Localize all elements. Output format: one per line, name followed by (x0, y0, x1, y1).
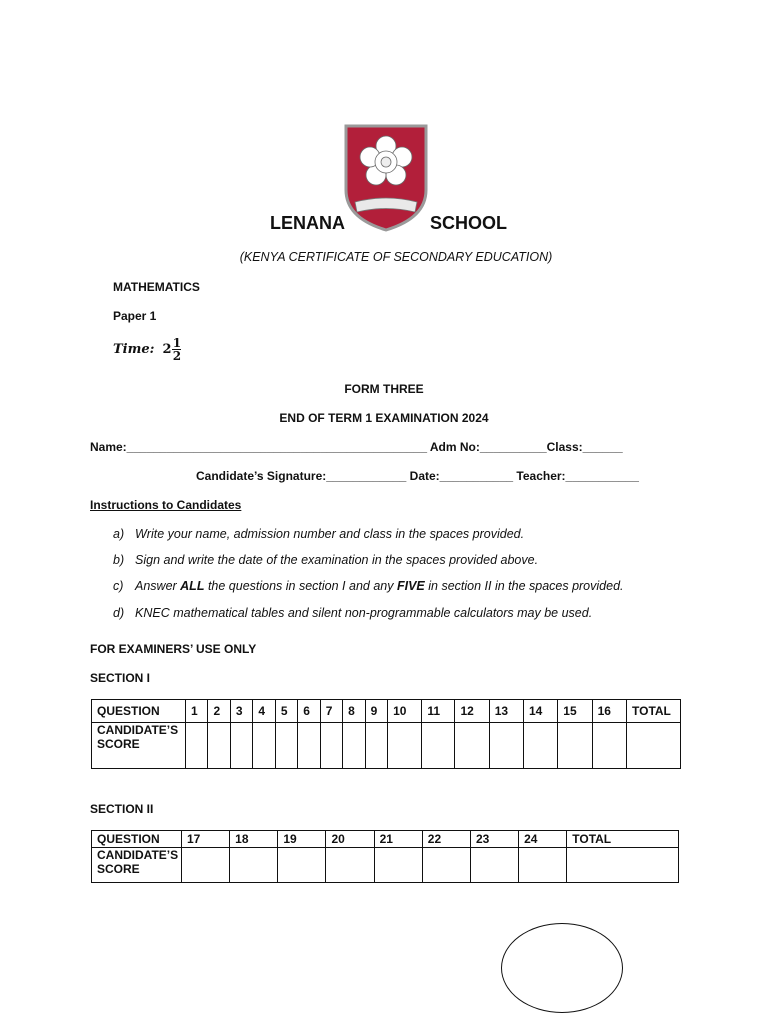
score-cell[interactable] (592, 723, 626, 769)
question-number: 10 (388, 700, 422, 723)
score-cell[interactable] (455, 723, 489, 769)
exam-title: END OF TERM 1 EXAMINATION 2024 (279, 411, 489, 425)
question-number: 15 (558, 700, 592, 723)
examiners-use-heading: FOR EXAMINERS’ USE ONLY (90, 642, 257, 656)
score-cell[interactable] (422, 848, 470, 883)
question-number: 22 (422, 831, 470, 848)
question-number: 21 (374, 831, 422, 848)
question-number: 17 (182, 831, 230, 848)
score-cell[interactable] (374, 848, 422, 883)
form-level: FORM THREE (344, 382, 424, 396)
time-denominator: 2 (172, 349, 182, 363)
section-1-title: SECTION I (90, 671, 151, 685)
question-number: 8 (343, 700, 365, 723)
instruction-item: d) KNEC mathematical tables and silent non-programmable calculators may be used. (113, 606, 593, 620)
score-cell[interactable] (275, 723, 297, 769)
total-score-cell[interactable] (627, 723, 681, 769)
signature-date-teacher-fields[interactable]: Candidate’s Signature:____________ Date:___________ Teacher:___________ (196, 469, 639, 483)
exam-body-subtitle: (KENYA CERTIFICATE OF SECONDARY EDUCATION) (239, 250, 553, 264)
score-cell[interactable] (489, 723, 523, 769)
question-number: 24 (519, 831, 567, 848)
school-crest (343, 124, 429, 232)
score-cell[interactable] (519, 848, 567, 883)
score-cell[interactable] (388, 723, 422, 769)
total-score-cell[interactable] (567, 848, 679, 883)
question-number: 3 (230, 700, 252, 723)
score-cell[interactable] (208, 723, 230, 769)
section-1-score-table (91, 699, 681, 769)
score-cell[interactable] (278, 848, 326, 883)
name-adm-class-fields[interactable]: Name:_____________________________________________ Adm No:__________Class:______ (90, 440, 623, 454)
question-header: QUESTION (92, 831, 182, 848)
score-row-label: CANDIDATE’S SCORE (92, 848, 182, 883)
instruction-item: c) Answer ALL the questions in section I and any FIVE in section II in the spaces provided. (113, 579, 624, 593)
paper-number: Paper 1 (113, 309, 157, 323)
score-cell[interactable] (298, 723, 320, 769)
instructions-heading: Instructions to Candidates (90, 498, 242, 512)
score-cell[interactable] (524, 723, 558, 769)
question-number: 14 (524, 700, 558, 723)
question-number: 9 (365, 700, 387, 723)
question-number: 20 (326, 831, 374, 848)
score-cell[interactable] (343, 723, 365, 769)
question-number: 4 (253, 700, 275, 723)
school-name-left: LENANA (270, 213, 345, 233)
total-header: TOTAL (567, 831, 679, 848)
question-number: 16 (592, 700, 626, 723)
section-2-title: SECTION II (90, 802, 154, 816)
score-cell[interactable] (365, 723, 387, 769)
total-header: TOTAL (627, 700, 681, 723)
time-whole: 2 (162, 342, 172, 357)
question-number: 7 (320, 700, 342, 723)
total-score-oval[interactable] (501, 923, 623, 1013)
score-cell[interactable] (320, 723, 342, 769)
score-cell[interactable] (230, 848, 278, 883)
question-header: QUESTION (92, 700, 186, 723)
school-name-right: SCHOOL (430, 213, 508, 233)
instruction-item: b) Sign and write the date of the examination in the spaces provided above. (113, 553, 539, 567)
time-label: Time: (113, 342, 155, 357)
score-cell[interactable] (186, 723, 208, 769)
question-number: 12 (455, 700, 489, 723)
section-2-score-table (91, 830, 679, 883)
score-cell[interactable] (422, 723, 455, 769)
score-cell[interactable] (558, 723, 592, 769)
score-cell[interactable] (326, 848, 374, 883)
question-number: 2 (208, 700, 230, 723)
time-fraction (172, 337, 181, 362)
score-cell[interactable] (253, 723, 275, 769)
question-number: 19 (278, 831, 326, 848)
time-numerator: 1 (172, 336, 182, 350)
question-number: 13 (489, 700, 523, 723)
score-cell[interactable] (230, 723, 252, 769)
time-allowed (113, 337, 181, 362)
score-row-label: CANDIDATE’S SCORE (92, 723, 186, 769)
question-number: 11 (422, 700, 455, 723)
instruction-item: a) Write your name, admission number and class in the spaces provided. (113, 527, 525, 541)
question-number: 5 (275, 700, 297, 723)
question-number: 18 (230, 831, 278, 848)
question-number: 6 (298, 700, 320, 723)
question-number: 23 (470, 831, 518, 848)
score-cell[interactable] (470, 848, 518, 883)
score-cell[interactable] (182, 848, 230, 883)
question-number: 1 (186, 700, 208, 723)
subject-title: MATHEMATICS (113, 280, 200, 294)
